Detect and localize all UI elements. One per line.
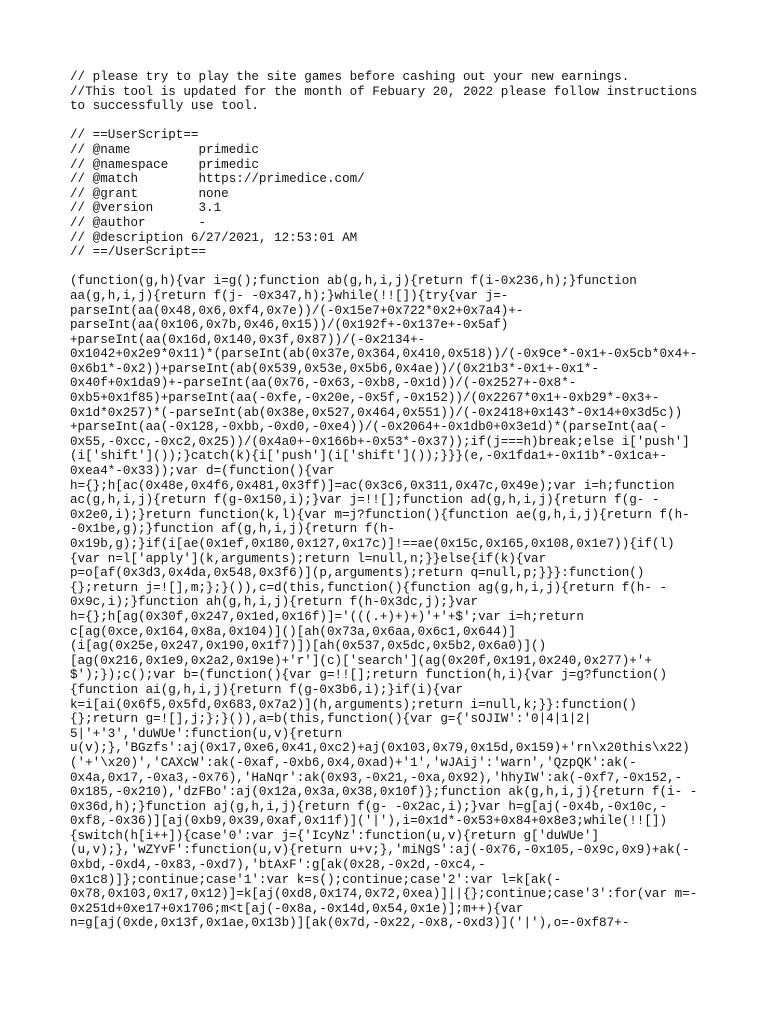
userscript-header <box>70 128 728 259</box>
code-line: u(v);},'BGzfs':aj(0x17,0xe6,0x41,0xc2)+aj(0x103,0x79,0x15d,0x159)+'rn\x20this\x22) <box>70 741 690 756</box>
code-line: (i[ag(0x25e,0x247,0x190,0x1f7)])[ah(0x537,0x5dc,0x5b2,0x6a0)]() <box>70 639 547 654</box>
comment-line: // please try to play the site games before cashing out your new earnings. <box>70 70 630 84</box>
code-line: 0x55,-0xcc,-0xc2,0x25))/(0x4a0+-0x166b+-0x53*-0x37));if(j===h)break;else i['push'] <box>70 434 690 449</box>
code-line: 0x19b,g);}if(i[ae(0x1ef,0x180,0x127,0x17c)]!==ae(0x15c,0x165,0x108,0x1e7)){if(l) <box>70 537 675 551</box>
code-line: (u,v);},'wZYvF':function(u,v){return u+v;},'miNgS':aj(-0x76,-0x105,-0x9c,0x9)+ak(- <box>70 843 690 858</box>
code-line: 0xb5+0x1f85)+parseInt(aa(-0xfe,-0x20e,-0x5f,-0x152))/(0x2267*0x1+-0xb29*-0x3+- <box>70 391 660 406</box>
userscript-line: // @namespace primedic <box>70 157 259 172</box>
code-line: c[ag(0xce,0x164,0x8a,0x104)]()[ah(0x73a,0x6aa,0x6c1,0x644)] <box>70 624 516 639</box>
userscript-line: // @author - <box>70 215 207 230</box>
code-line: 0x6b1*-0x2))+parseInt(ab(0x539,0x53e,0x5b6,0x4ae))/(0x21b3*-0x1+-0x1*- <box>70 361 600 376</box>
code-line: 0xbd,-0xd4,-0x83,-0xd7),'btAxF':g[ak(0x28,-0x2d,-0xc4,- <box>70 858 486 873</box>
code-line: 0x78,0x103,0x17,0x12)]=k[aj(0xd8,0x174,0x72,0xea)]||{};continue;case'3':for(var m=- <box>70 887 698 902</box>
code-line: 0x40f+0x1da9)+-parseInt(aa(0x76,-0x63,-0xb8,-0x1d))/(-0x2527+-0x8*- <box>70 376 577 391</box>
code-line: 0x36d,h);}function aj(g,h,i,j){return f(g- -0x2ac,i);}var h=g[aj(-0x4b,-0x10c,- <box>70 799 668 814</box>
code-line: 0x9c,i);}function ah(g,h,i,j){return f(h-0x3dc,j);}var <box>70 595 479 610</box>
code-line: parseInt(aa(0x48,0x6,0xf4,0x7e))/(-0x15e7+0x722*0x2+0x7a4)+- <box>70 303 524 318</box>
userscript-line: // ==/UserScript== <box>70 245 207 260</box>
comment-line: to successfully use tool. <box>70 99 259 114</box>
userscript-line: // @description 6/27/2021, 12:53:01 AM <box>70 230 358 245</box>
comment-line: //This tool is updated for the month of Febuary 20, 2022 please follow instructions <box>70 84 698 99</box>
code-line: 0x1042+0x2e9*0x11)*(parseInt(ab(0x37e,0x364,0x410,0x518))/(-0x9ce*-0x1+-0x5cb*0x4+- <box>70 347 698 362</box>
code-line: 0x4a,0x17,-0xa3,-0x76),'HaNqr':ak(0x93,-0x21,-0xa,0x92),'hhyIW':ak(-0xf7,-0x152,- <box>70 770 683 785</box>
code-line: h={};h[ag(0x30f,0x247,0x1ed,0x16f)]='(((.+)+)+)'+'+$';var i=h;return <box>70 609 584 624</box>
code-line: 0x2e0,i);}return function(k,l){var m=j?function(){function ae(g,h,i,j){return f(h- <box>70 507 690 522</box>
code-line: 5|'+'3','duWUe':function(u,v){return <box>70 726 343 741</box>
code-line: 0xea4*-0x33));var d=(function(){var <box>70 464 335 479</box>
code-line: $');});c();var b=(function(){var g=!![];return function(h,i){var j=g?function() <box>70 668 668 683</box>
code-line: 0x185,-0x210),'dzFBo':aj(0x12a,0x3a,0x38,0x10f)};function ak(g,h,i,j){return f(i- - <box>70 785 698 800</box>
code-line: (function(g,h){var i=g();function ab(g,h,i,j){return f(i-0x236,h);}function <box>70 274 637 289</box>
code-line: ('+'\x20)','CAXcW':ak(-0xaf,-0xb6,0x4,0xad)+'1','wJAij':'warn','QzpQK':ak(- <box>70 755 637 770</box>
code-line: {function ai(g,h,i,j){return f(g-0x3b6,i);}if(i){var <box>70 682 463 697</box>
code-line: aa(g,h,i,j){return f(j- -0x347,h);}while(!![]){try{var j=- <box>70 288 509 303</box>
code-line: +parseInt(aa(0x16d,0x140,0x3f,0x87))/(-0x2134+- <box>70 332 426 347</box>
code-line: 0xf8,-0x36)][aj(0xb9,0x39,0xaf,0x11f)]('|'),i=0x1d*-0x53+0x84+0x8e3;while(!![]) <box>70 814 668 829</box>
code-line: p=o[af(0x3d3,0x4da,0x548,0x3f6)](p,arguments);return q=null,p;}}}:function() <box>70 566 645 581</box>
code-line: 0x251d+0xe17+0x1706;m<t[aj(-0x8a,-0x14d,0x54,0x1e)];m++){var <box>70 901 524 916</box>
code-line: ac(g,h,i,j){return f(g-0x150,i);}var j=!![];function ad(g,h,i,j){return f(g- - <box>70 493 660 508</box>
header-comments <box>70 70 728 114</box>
code-line: h={};h[ac(0x48e,0x4f6,0x481,0x3ff)]=ac(0x3c6,0x311,0x47c,0x49e);var i=h;function <box>70 478 675 493</box>
userscript-line: // @version 3.1 <box>70 201 222 216</box>
code-line: -0x1be,g);}function af(g,h,i,j){return f(h- <box>70 522 395 537</box>
code-line: {};return g=![],j;};}()),a=b(this,function(){var g={'sOJIW':'0|4|1|2| <box>70 712 592 727</box>
code-line: {var n=l['apply'](k,arguments);return l=null,n;}}else{if(k){var <box>70 551 547 566</box>
code-line: n=g[aj(0xde,0x13f,0x1ae,0x13b)][ak(0x7d,-0x22,-0x8,-0xd3)]('|'),o=-0xf87+- <box>70 916 630 931</box>
code-line: {};return j=![],m;};}()),c=d(this,function(){function ag(g,h,i,j){return f(h- - <box>70 580 668 595</box>
code-line: +parseInt(aa(-0x128,-0xbb,-0xd0,-0xe4))/(-0x2064+-0x1db0+0x3e1d)*(parseInt(aa(- <box>70 420 668 435</box>
spacer <box>70 114 728 129</box>
code-line: 0x1d*0x257)*(-parseInt(ab(0x38e,0x527,0x464,0x551))/(-0x2418+0x143*-0x14+0x3d5c)) <box>70 405 683 420</box>
userscript-line: // ==UserScript== <box>70 128 199 143</box>
code-line: [ag(0x216,0x1e9,0x2a2,0x19e)+'r'](c)['search'](ag(0x20f,0x191,0x240,0x277)+'+ <box>70 653 652 668</box>
code-line: 0x1c8)]};continue;case'1':var k=s();continue;case'2':var l=k[ak(- <box>70 872 562 887</box>
code-line: {switch(h[i++]){case'0':var j={'IcyNz':function(u,v){return g['duWUe'] <box>70 828 600 843</box>
code-block <box>70 274 728 931</box>
userscript-line: // @name primedic <box>70 142 259 157</box>
userscript-line: // @grant none <box>70 186 229 201</box>
code-line: k=i[ai(0x6f5,0x5fd,0x683,0x7a2)](h,arguments);return i=null,k;}}:function() <box>70 697 637 712</box>
userscript-line: // @match https://primedice.com/ <box>70 172 365 187</box>
code-line: (i['shift']());}catch(k){i['push'](i['shift']());}}}(e,-0x1fda1+-0x11b*-0x1ca+- <box>70 449 668 464</box>
code-line: parseInt(aa(0x106,0x7b,0x46,0x15))/(0x192f+-0x137e+-0x5af) <box>70 318 509 333</box>
spacer <box>70 260 728 275</box>
